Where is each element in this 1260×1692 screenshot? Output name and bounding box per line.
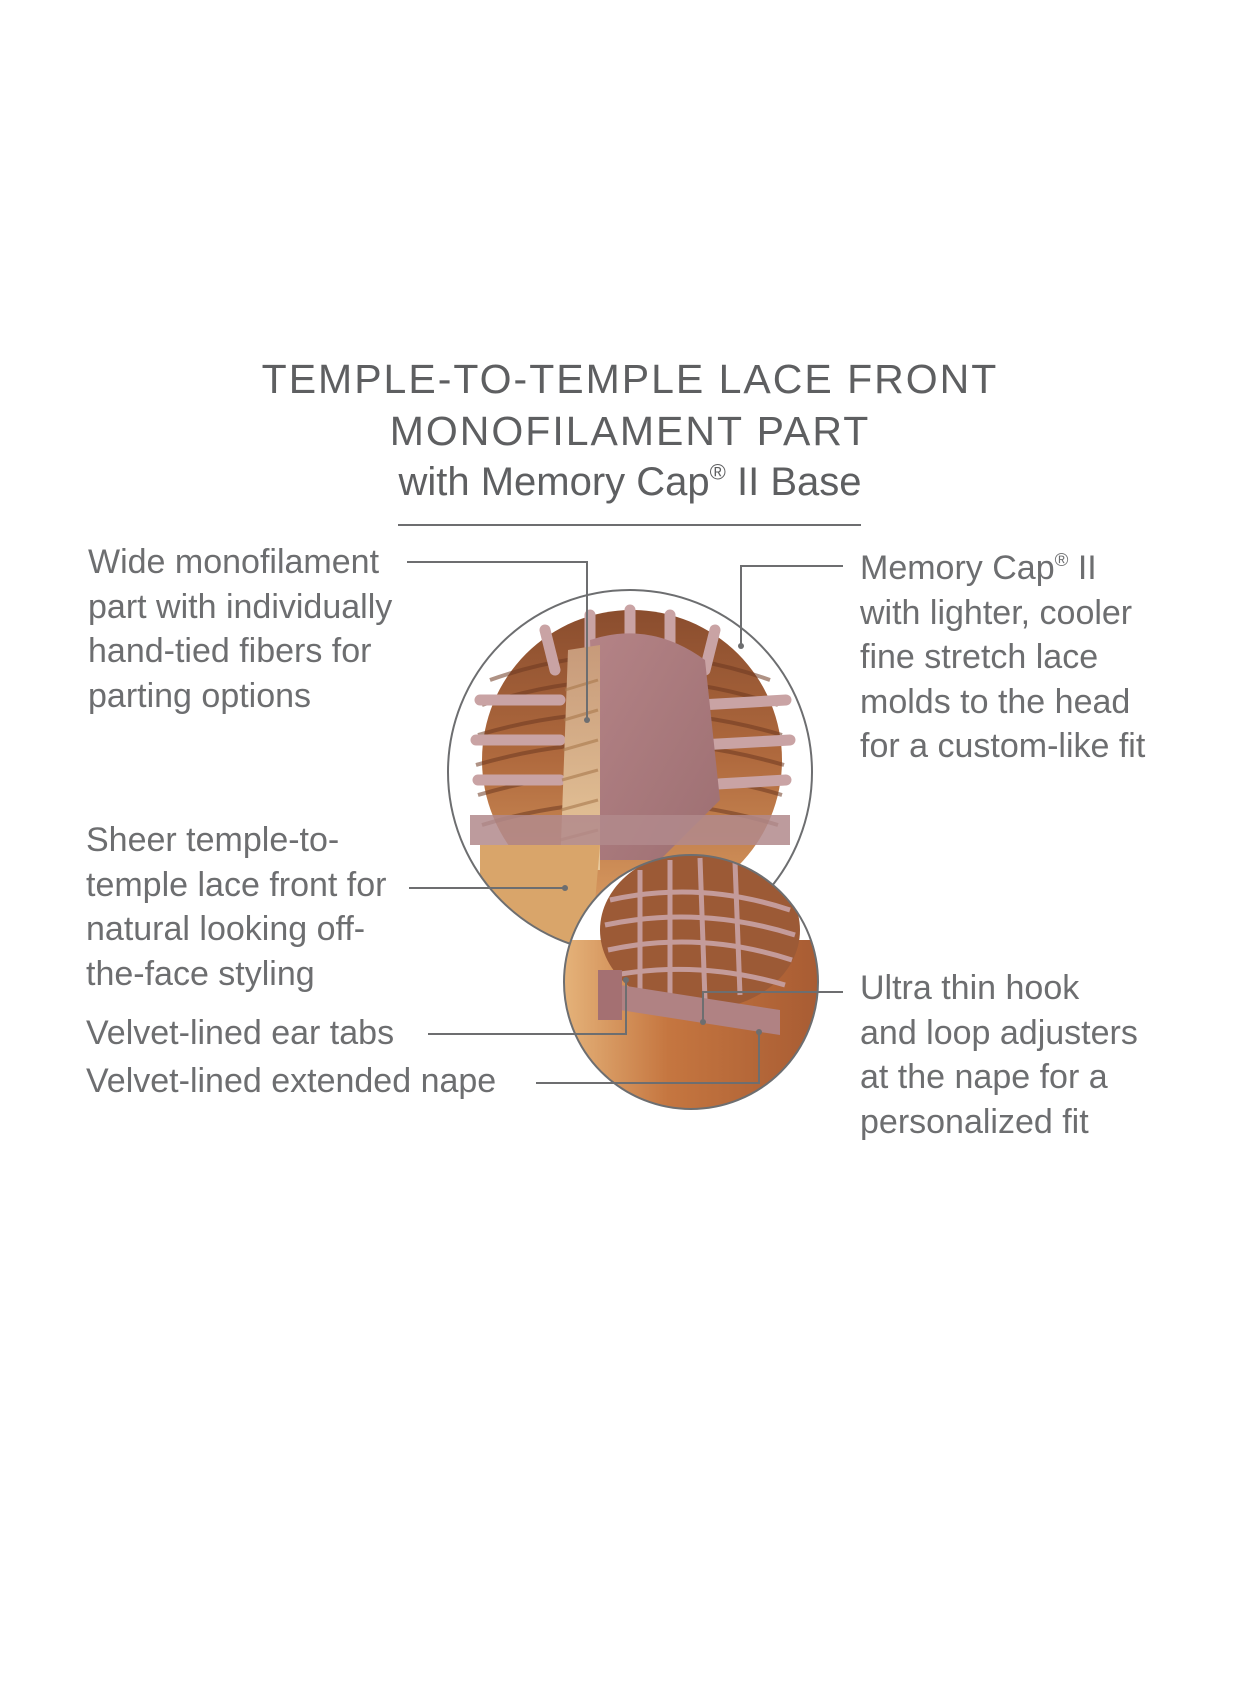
- title-line-1: TEMPLE-TO-TEMPLE LACE FRONT: [261, 356, 999, 402]
- cap-back-photo: [560, 850, 830, 1120]
- title-line-2: MONOFILAMENT PART: [389, 408, 871, 454]
- callout-ear-tabs: Velvet-lined ear tabs: [86, 1014, 395, 1052]
- callout-hook-loop-adjusters: Ultra thin hook and loop adjusters at the nape for a personalized fit: [860, 969, 1138, 1141]
- callout-lace-front: Sheer temple-to- temple lace front for natural looking off- the-face styling: [86, 821, 387, 993]
- cap-interior-photo: [440, 580, 820, 960]
- callout-memory-cap: Memory Cap® II with lighter, cooler fine stretch lace molds to the head for a custom-like fit: [860, 548, 1146, 765]
- title-divider: [398, 524, 861, 526]
- leader-lines: [407, 562, 843, 1083]
- callout-monofilament-part: Wide monofilament part with individually hand-tied fibers for parting options: [88, 543, 393, 715]
- callout-extended-nape: Velvet-lined extended nape: [86, 1062, 497, 1100]
- title-line-3: with Memory Cap® II Base: [398, 459, 862, 504]
